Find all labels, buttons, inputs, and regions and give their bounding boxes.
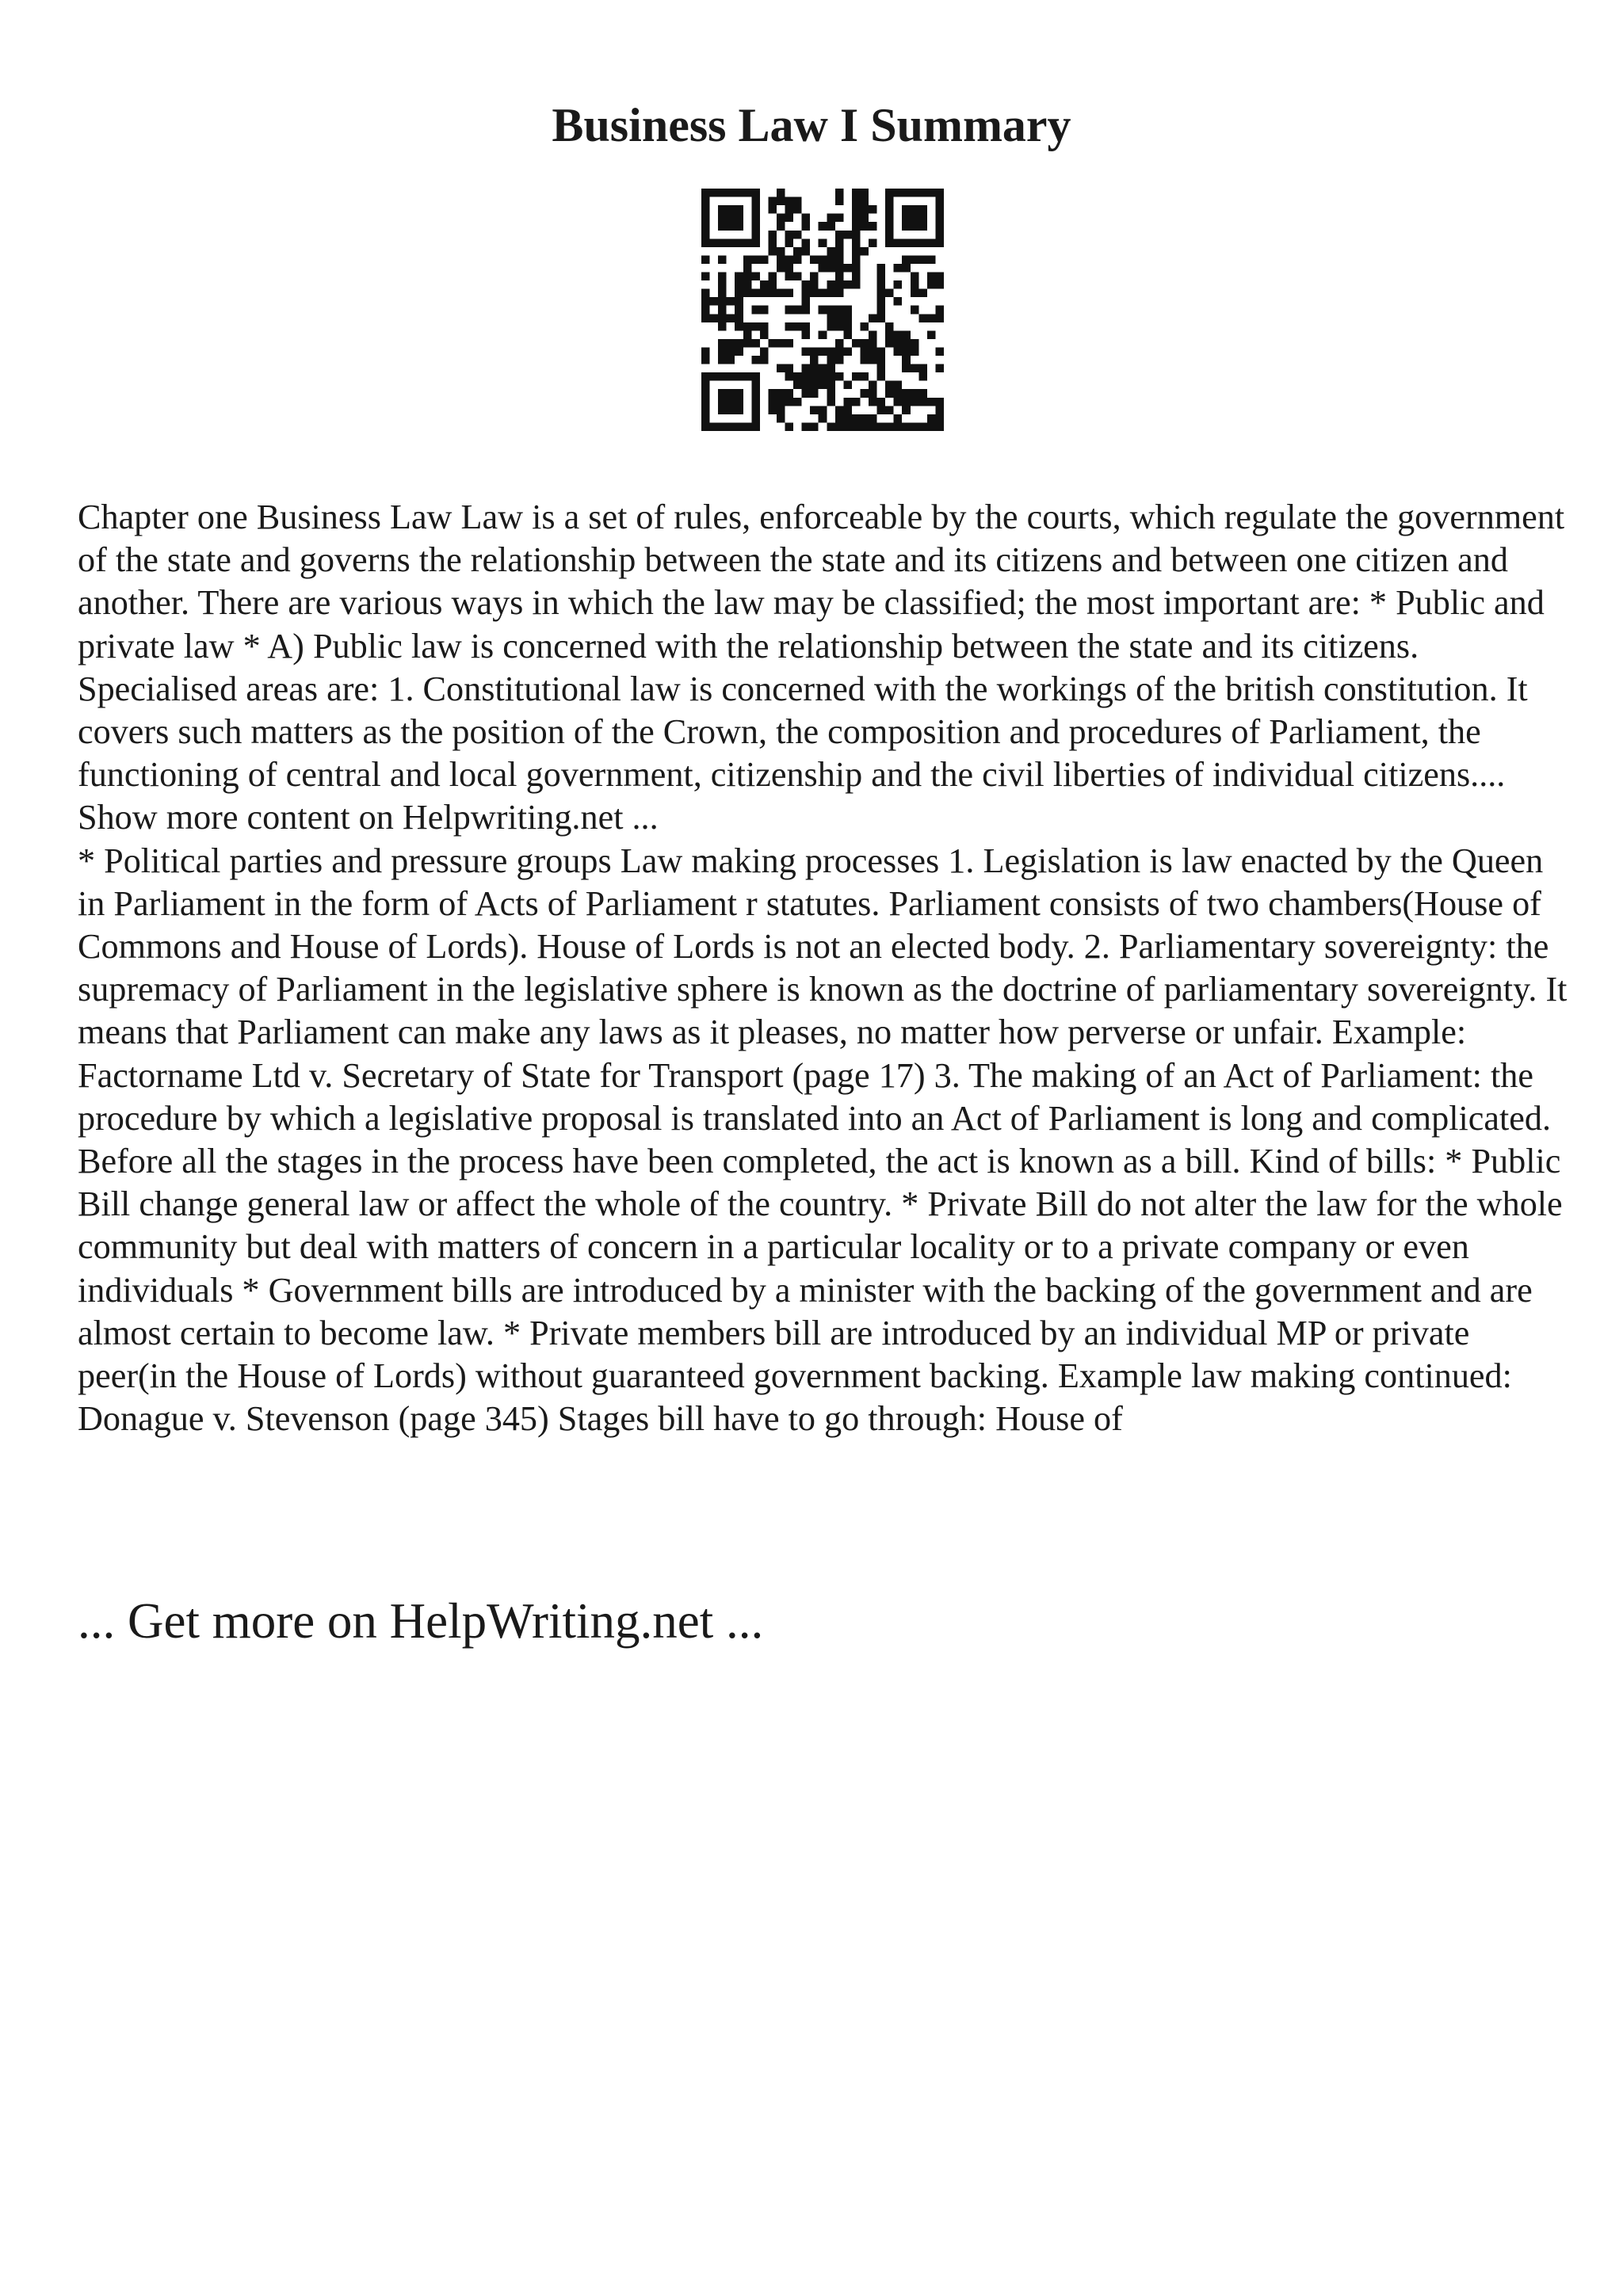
body-paragraph-2: * Political parties and pressure groups Law making processes 1. Legislation is law enacted by the Queen in Parliament in the form of Acts of Parliament r statutes. Parliament consists of two chambers(House of Commons and House of Lords). House of Lords is not an elected body. 2. Parliamentary sovereignty: the supremacy of Parliament in the legislative sphere is known as the doctrine of parliamentary sovereignty. It means that Parliament can make any laws as it pleases, no matter how perverse or unfair. Example: Factorname Ltd v. Secretary of State for Transport (page 17) 3. The making of an Act of Parliament: the procedure by which a legislative proposal is translated into an Act of Parliament is long and complicated. Before all the stages in the process have been completed, the act is known as a bill. Kind of bills: * Public Bill change general law or affect the whole of the country. * Private Bill do not alter the law for the whole community but deal with matters of concern in a particular locality or to a private company or even individuals * Government bills are introduced by a minister with the backing of the government and are almost certain to become law. * Private members bill are introduced by an individual MP or private peer(in the House of Lords) without guaranteed government backing. Example law making continued: Donague v. Stevenson (page 345) Stages bill have to go through: House of [78, 841, 1568, 1439]
body-paragraph-1: Chapter one Business Law Law is a set of rules, enforceable by the courts, which regulate the government of the state and governs the relationship between the state and its citizens and between one citizen and another. There are various ways in which the law may be classified; the most important are: * Public and private law * A) Public law is concerned with the relationship between the state and its citizens. Specialised areas are: 1. Constitutional law is concerned with the workings of the british constitution. It covers such matters as the position of the Crown, the composition and procedures of Parliament, the functioning of central and local government, citizenship and the civil liberties of individual citizens.... Show more content on Helpwriting.net ... [78, 498, 1565, 837]
qr-code-icon [701, 189, 944, 431]
document-body [78, 496, 1568, 1440]
get-more-link[interactable]: ... Get more on HelpWriting.net ... [78, 1593, 764, 1649]
document-title: Business Law I Summary [552, 99, 1071, 151]
qr-code-graphic [701, 189, 944, 431]
